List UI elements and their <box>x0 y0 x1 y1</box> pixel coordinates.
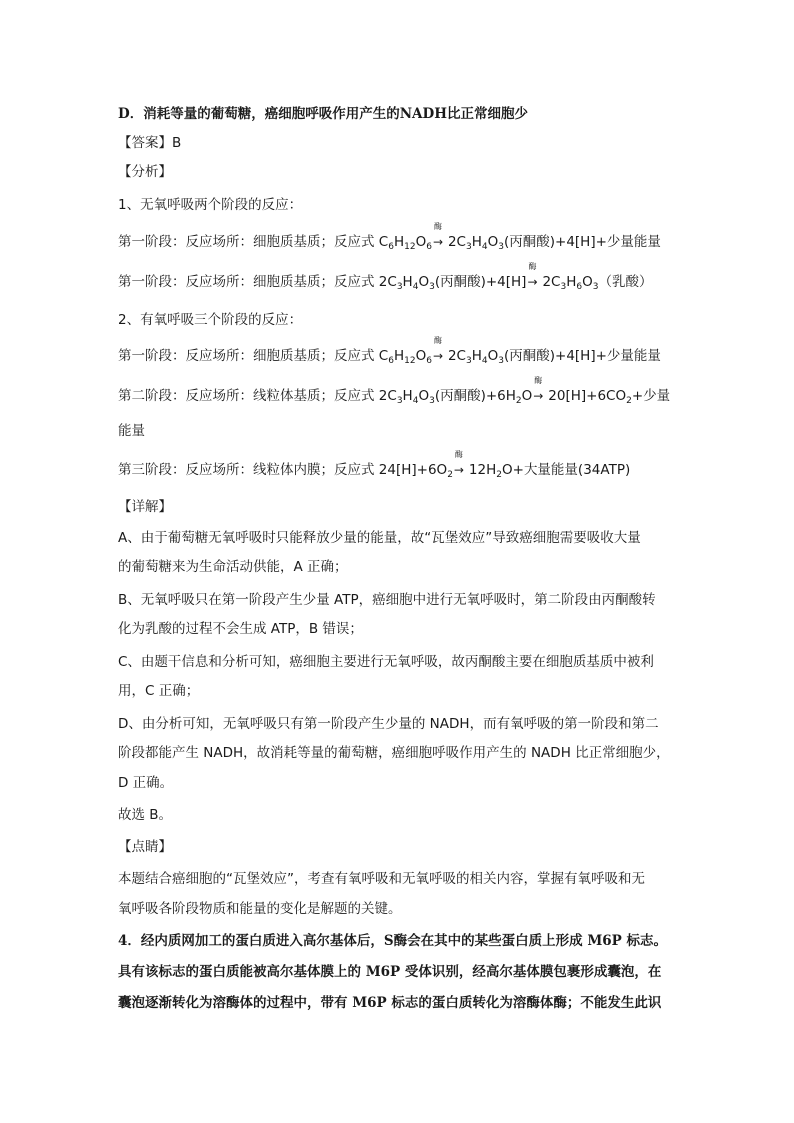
option-d: D．消耗等量的葡萄糖，癌细胞呼吸作用产生的NADH比正常细胞少 <box>118 106 528 122</box>
enzyme-arrow-icon: 酶 → <box>527 262 538 289</box>
aerobic-title: 2、有氧呼吸三个阶段的反应： <box>118 312 303 328</box>
equation-aerobic-stage2: 第二阶段：反应场所：线粒体基质；反应式 $2C_3H_4O_3$(丙酮酸)$+6H_2O$ 酶 → $20[H]+6CO_2+$少量 <box>118 376 671 406</box>
detail-c-line2: 用，C 正确； <box>118 683 200 699</box>
detail-d-line2: 阶段都能产生 NADH，故消耗等量的葡萄糖，癌细胞呼吸作用产生的 NADH 比正常细胞少， <box>118 745 670 761</box>
detail-a-line2: 的葡萄糖来为生命活动供能，A 正确； <box>118 559 348 575</box>
insight-line2: 氧呼吸各阶段物质和能量的变化是解题的关键。 <box>118 901 402 917</box>
equation-aerobic-stage3: 第三阶段：反应场所：线粒体内膜；反应式 $24[H]+6O_2$ 酶 → $12H_2O+$大量能量(34ATP) <box>118 450 631 480</box>
analysis-heading: 【分析】 <box>118 164 172 180</box>
detail-b-line1: B、无氧呼吸只在第一阶段产生少量 ATP，癌细胞中进行无氧呼吸时，第二阶段由丙酮酸转 <box>118 592 656 608</box>
enzyme-arrow-icon: 酶 → <box>453 450 464 477</box>
equation-aerobic-stage2-cont: 能量 <box>118 423 145 439</box>
insight-line1: 本题结合癌细胞的“瓦堡效应”，考查有氧呼吸和无氧呼吸的相关内容，掌握有氧呼吸和无 <box>118 871 645 887</box>
detail-a-line1: A、由于葡萄糖无氧呼吸时只能释放少量的能量，故“瓦堡效应”导致癌细胞需要吸收大量 <box>118 530 641 546</box>
insight-heading: 【点睛】 <box>118 839 172 855</box>
detail-c-line1: C、由题干信息和分析可知，癌细胞主要进行无氧呼吸，故丙酮酸主要在细胞质基质中被利 <box>118 654 654 670</box>
choice-conclusion: 故选 B。 <box>118 807 173 823</box>
detail-heading: 【详解】 <box>118 499 172 515</box>
question4-line2: 具有该标志的蛋白质能被高尔基体膜上的 M6P 受体识别，经高尔基体膜包裹形成囊泡，在 <box>118 964 662 980</box>
enzyme-arrow-icon: 酶 → <box>533 376 544 403</box>
answer-heading: 【答案】B <box>118 135 182 151</box>
equation-anaerobic-stage2: 第一阶段：反应场所：细胞质基质；反应式 $2C_3H_4O_3$(丙酮酸)+4[H] 酶 → $2C_3H_6O_3$（乳酸） <box>118 262 653 292</box>
equation-anaerobic-stage1: 第一阶段：反应场所：细胞质基质；反应式 $C_6H_{12}O_6$ 酶 → $2C_3H_4O_3$(丙酮酸)+4[H]+少量能量 <box>118 222 661 252</box>
enzyme-arrow-icon: 酶 → <box>432 336 444 363</box>
anaerobic-title: 1、无氧呼吸两个阶段的反应： <box>118 197 303 213</box>
question4-line1: 4．经内质网加工的蛋白质进入高尔基体后，S酶会在其中的某些蛋白质上形成 M6P 标志。 <box>118 933 668 949</box>
detail-b-line2: 化为乳酸的过程不会生成 ATP，B 错误； <box>118 621 363 637</box>
detail-d-line1: D、由分析可知，无氧呼吸只有第一阶段产生少量的 NADH，而有氧呼吸的第一阶段和第二 <box>118 716 659 732</box>
equation-aerobic-stage1: 第一阶段：反应场所：细胞质基质；反应式 $C_6H_{12}O_6$ 酶 → $2C_3H_4O_3$(丙酮酸)+4[H]+少量能量 <box>118 336 661 366</box>
enzyme-arrow-icon: 酶 → <box>432 222 444 249</box>
detail-d-line3: D 正确。 <box>118 775 174 791</box>
question4-line3: 囊泡逐渐转化为溶酶体的过程中，带有 M6P 标志的蛋白质转化为溶酶体酶；不能发生此识 <box>118 995 662 1011</box>
